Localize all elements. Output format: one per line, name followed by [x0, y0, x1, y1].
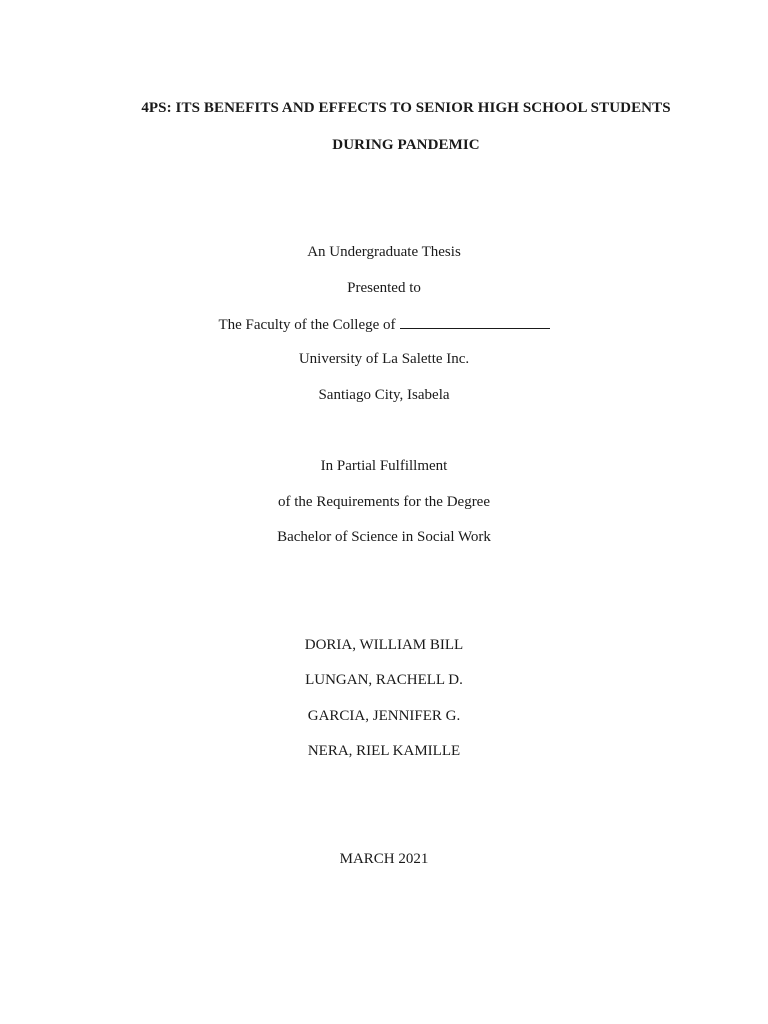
partial-fulfillment: In Partial Fulfillment	[320, 458, 448, 474]
requirements-line: of the Requirements for the Degree	[278, 494, 490, 510]
submission-date: MARCH 2021	[339, 851, 429, 867]
author-name: NERA, RIEL KAMILLE	[307, 743, 461, 759]
university-name: University of La Salette Inc.	[298, 351, 470, 367]
thesis-title-line-2: DURING PANDEMIC	[332, 137, 480, 153]
author-name: GARCIA, JENNIFER G.	[307, 708, 461, 724]
thesis-type: An Undergraduate Thesis	[307, 244, 461, 260]
faculty-text: The Faculty of the College of	[218, 317, 396, 333]
presented-to: Presented to	[347, 280, 421, 296]
author-name: LUNGAN, RACHELL D.	[305, 672, 463, 688]
degree-name: Bachelor of Science in Social Work	[277, 529, 491, 545]
faculty-line	[0, 314, 768, 334]
author-name: DORIA, WILLIAM BILL	[304, 637, 464, 653]
college-blank-line	[400, 314, 550, 329]
thesis-title-line-1: 4PS: ITS BENEFITS AND EFFECTS TO SENIOR HIGH SCHOOL STUDENTS	[141, 100, 671, 116]
university-location: Santiago City, Isabela	[318, 387, 450, 403]
